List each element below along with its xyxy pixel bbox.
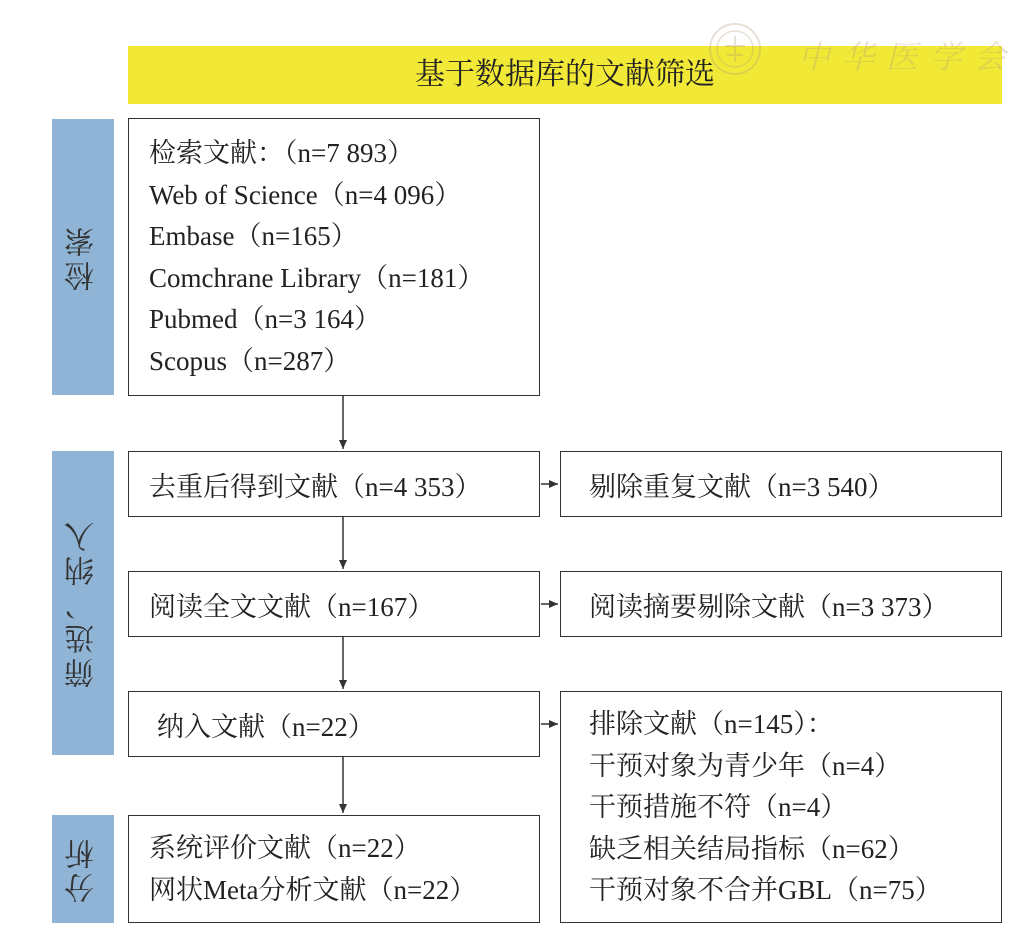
source-scopus: Scopus（n=287） bbox=[149, 345, 351, 376]
deduplicated-text: 去重后得到文献（n=4 353） bbox=[149, 471, 482, 502]
excluded-reason-no-gbl: 干预对象不合并GBL（n=75） bbox=[589, 875, 942, 905]
stage-analysis-text: 分析 bbox=[66, 835, 99, 903]
duplicates-removed-text: 剔除重复文献（n=3 540） bbox=[589, 471, 895, 502]
source-cochrane: Comchrane Library（n=181） bbox=[149, 262, 485, 293]
analysis-systematic-review: 系统评价文献（n=22） bbox=[149, 833, 421, 863]
excluded-reason-outcomes: 缺乏相关结局指标（n=62） bbox=[589, 833, 915, 864]
stage-screen-text: 筛选、纳入 bbox=[66, 518, 99, 688]
retrieved-total: 检索文献：（n=7 893） bbox=[149, 138, 414, 168]
source-embase: Embase（n=165） bbox=[149, 221, 358, 251]
abstract-excluded-text: 阅读摘要剔除文献（n=3 373） bbox=[589, 591, 949, 622]
source-pubmed: Pubmed（n=3 164） bbox=[149, 304, 381, 334]
excluded-reason-intervention: 干预措施不符（n=4） bbox=[589, 792, 848, 822]
excluded-reason-adolescents: 干预对象为青少年（n=4） bbox=[589, 750, 902, 781]
source-web-of-science: Web of Science（n=4 096） bbox=[149, 179, 462, 210]
analysis-network-meta: 网状Meta分析文献（n=22） bbox=[149, 874, 477, 905]
fulltext-text: 阅读全文文献（n=167） bbox=[149, 591, 435, 622]
excluded-total: 排除文献（n=145）： bbox=[589, 709, 834, 739]
watermark-text: 中华医学会 bbox=[798, 39, 1019, 75]
stage-search-text: 检索 bbox=[66, 223, 99, 291]
banner-title: 基于数据库的文献筛选 bbox=[415, 58, 715, 91]
included-text: 纳入文献（n=22） bbox=[157, 711, 375, 742]
